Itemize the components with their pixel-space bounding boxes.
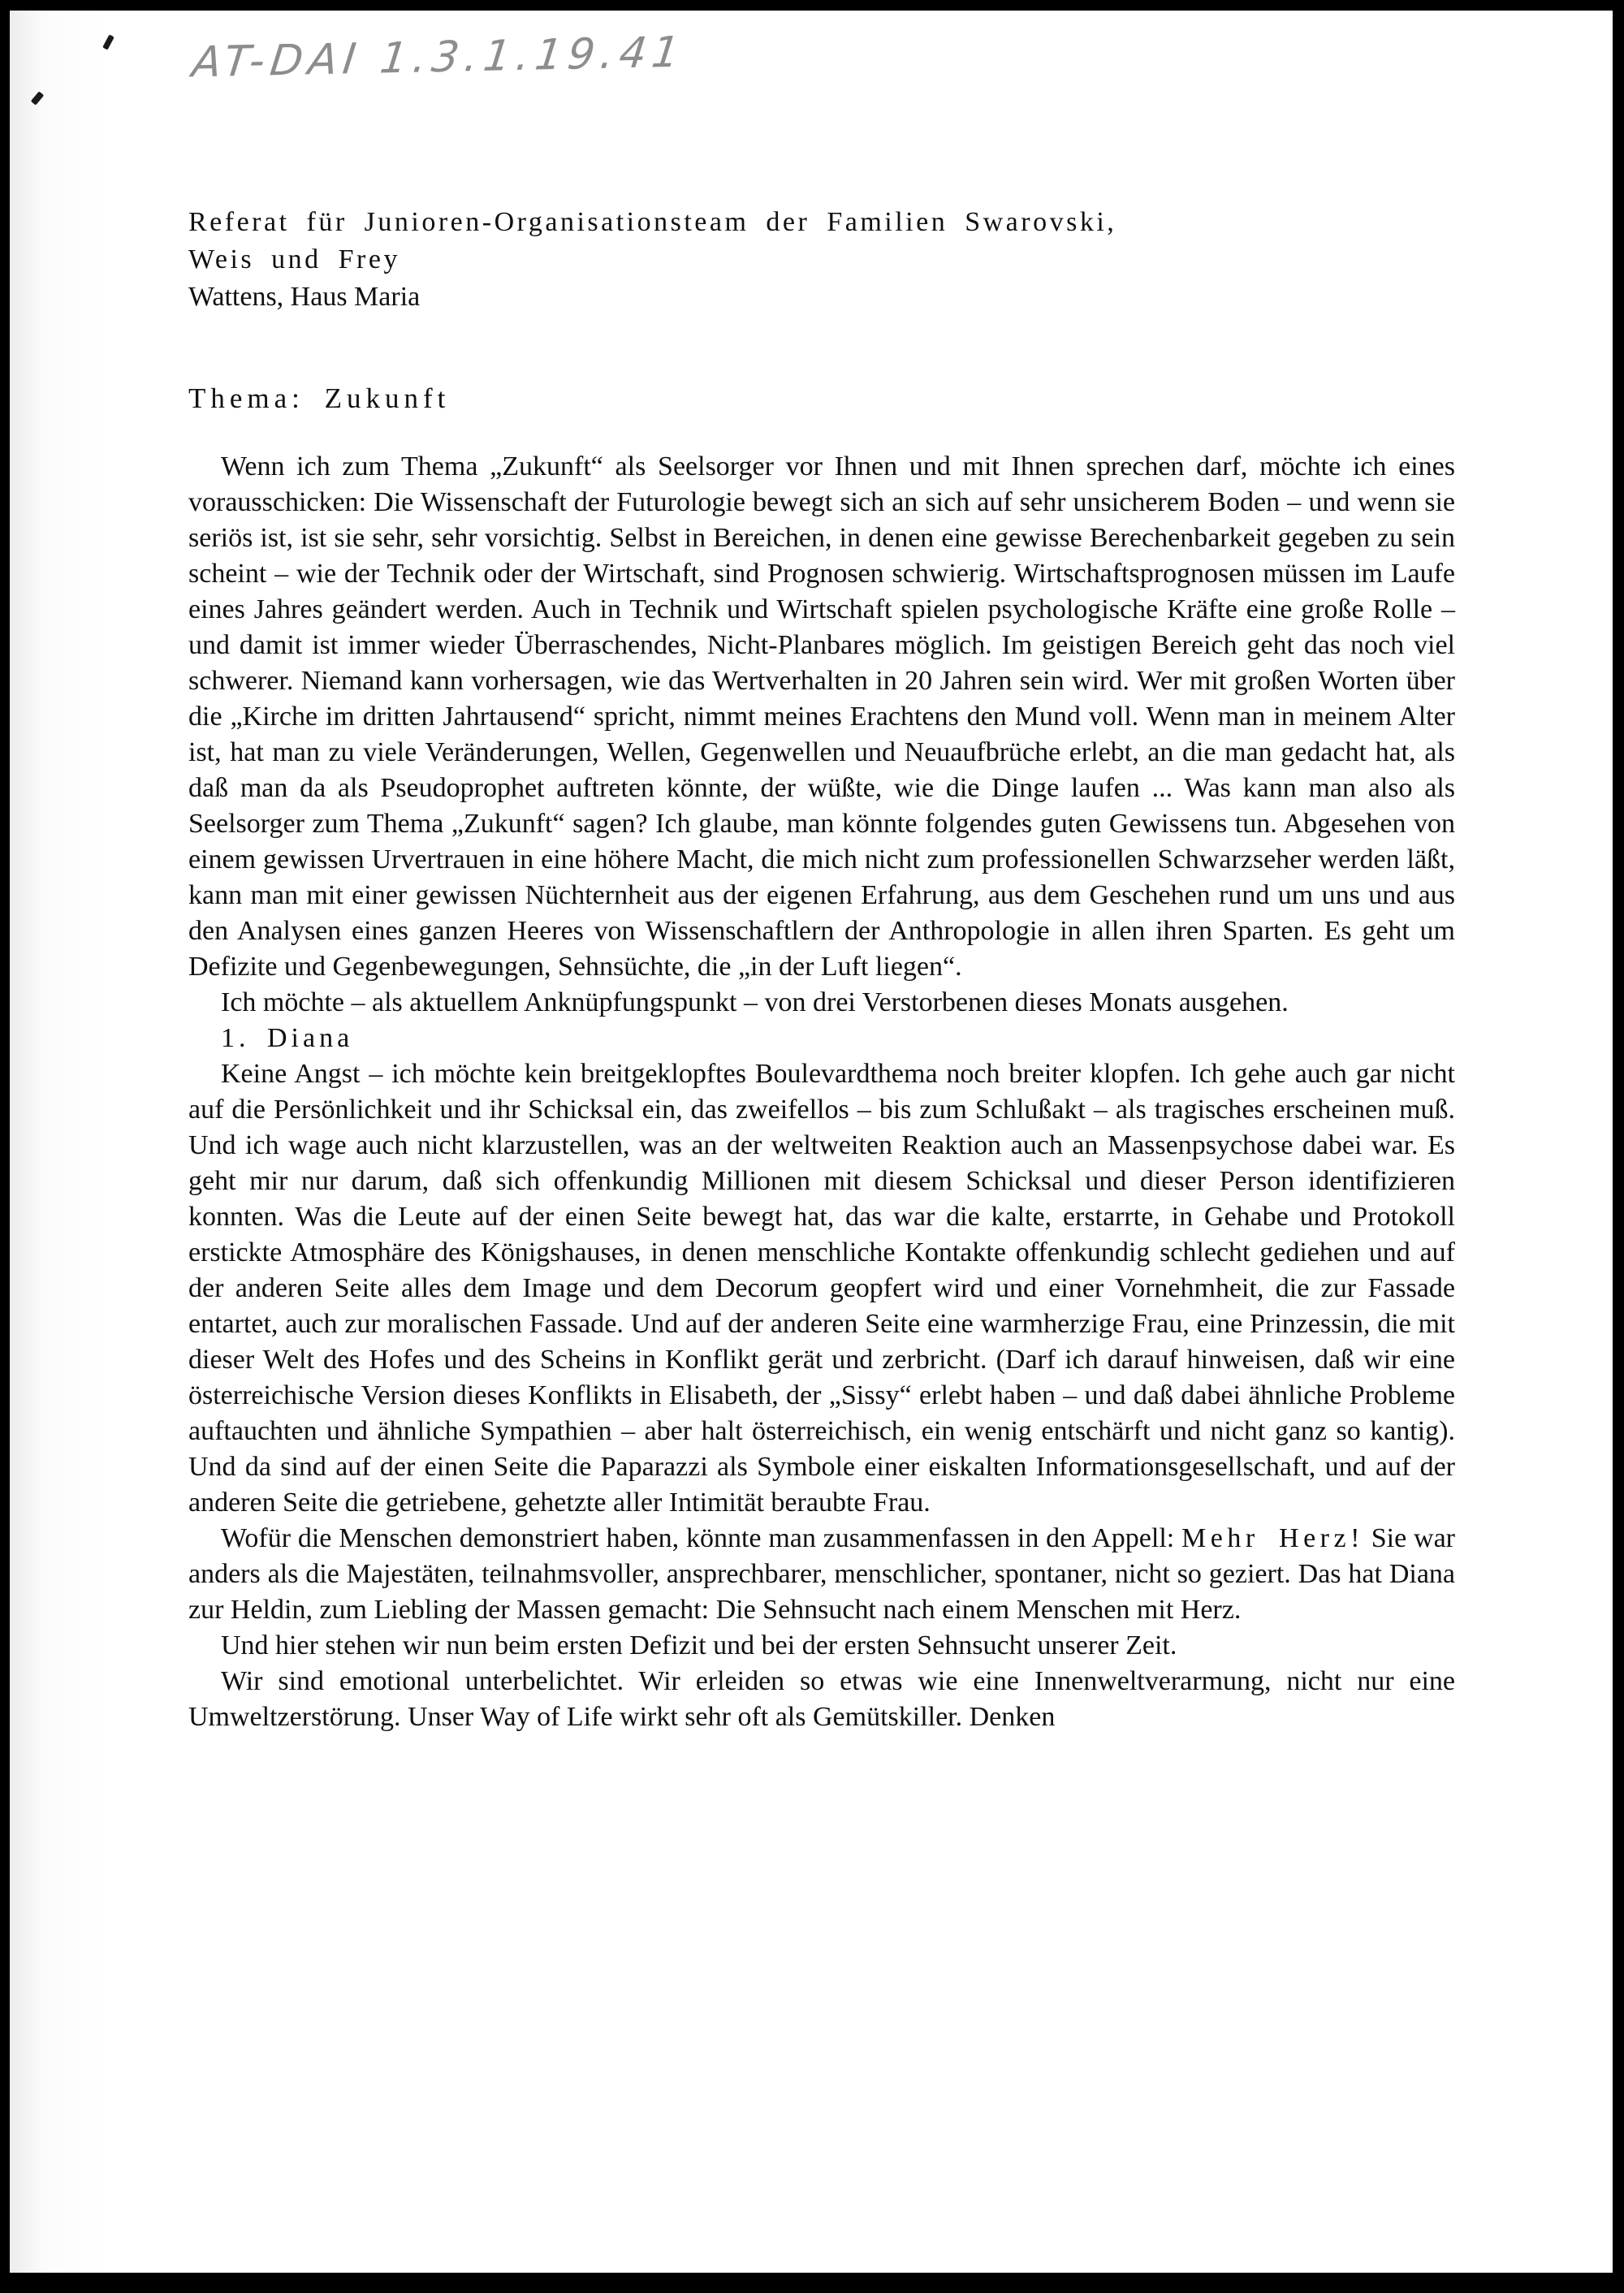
paragraph-appell-intro: Wofür die Menschen demonstriert haben, könnte man zusammenfassen in den Appell:: [221, 1523, 1182, 1553]
header-line-organisation: Referat für Junioren-Organisationsteam der Familien Swarovski,: [188, 207, 1117, 237]
paragraph-intro-futurologie: Wenn ich zum Thema „Zukunft“ als Seelsorger vor Ihnen und mit Ihnen sprechen darf, möchte ich eines vorausschicken: Die Wissenschaft der Futurologie bewegt sich an sich auf sehr unsicherem Boden – und wenn sie seriös ist, ist sie sehr, sehr vorsichtig. Selbst in Bereichen, in denen eine gewisse Berechenbarkeit gegeben zu sein scheint – wie der Technik oder der Wirtschaft, sind Prognosen schwierig. Wirtschaftsprognosen müssen im Laufe eines Jahres geändert werden. Auch in Technik und Wirtschaft spielen psychologische Kräfte eine große Rolle – und damit ist immer wieder Überraschendes, Nicht-Planbares möglich. Im geistigen Bereich geht das noch viel schwerer. Niemand kann vorhersagen, wie das Wertverhalten in 20 Jahren sein wird. Wer mit großen Worten über die „Kirche im dritten Jahrtausend“ spricht, nimmt meines Erachtens den Mund voll. Wenn man in meinem Alter ist, hat man zu viele Veränderungen, Wellen, Gegenwellen und Neuaufbrüche erlebt, an die man gedacht hat, als daß man da als Pseudoprophet auftreten könnte, der wüßte, wie die Dinge laufen ... Was kann man also als Seelsorger zum Thema „Zukunft“ sagen? Ich glaube, man könnte folgendes guten Gewissens tun. Abgesehen von einem gewissen Urvertrauen in eine höhere Macht, die mich nicht zum professionellen Schwarzseher werden läßt, kann man mit einer gewissen Nüchternheit aus der eigenen Erfahrung, aus dem Geschehen rund um uns und aus den Analysen eines ganzen Heeres von Wissenschaftlern der Anthropologie in allen ihren Sparten. Es geht um Defizite und Gegenbewegungen, Sehnsüchte, die „in der Luft liegen“.: [188, 451, 1455, 982]
pen-tick-mark: [102, 34, 114, 50]
paragraph-emotional-unterbelichtet: Wir sind emotional unterbelichtet. Wir erleiden so etwas wie eine Innenweltverarmung, nicht nur eine Umweltzerstörung. Unser Way of Life wirkt sehr oft als Gemütskiller. Denken: [188, 1666, 1455, 1732]
header-line-families: Weis und Frey: [188, 244, 400, 274]
paper: [10, 11, 1613, 2273]
document-subject: Thema: Zukunft: [188, 382, 451, 414]
document-header: [188, 204, 1116, 316]
paragraph-appell: [188, 1521, 1455, 1628]
paragraph-appell-rest: Sie war anders als die Majestäten, teilnahmsvoller, ansprechbarer, menschlicher, spontaner, nicht so geziert. Das hat Diana zur Heldin, zum Liebling der Massen gemacht: Die Sehnsucht nach einem Menschen mit Herz.: [188, 1523, 1455, 1625]
emphasis-mehr-herz: Mehr Herz!: [1181, 1523, 1364, 1553]
handwritten-archival-code: AT-DAI 1.3.1.19.41: [189, 28, 688, 88]
paragraph-transition-verstorbene: Ich möchte – als aktuellem Anknüpfungspunkt – von drei Verstorbenen dieses Monats ausgehen.: [221, 987, 1289, 1017]
paragraph-erstes-defizit: Und hier stehen wir nun beim ersten Defizit und bei der ersten Sehnsucht unserer Zeit.: [221, 1630, 1177, 1660]
pen-tick-mark: [31, 91, 44, 105]
header-line-location: Wattens, Haus Maria: [188, 282, 421, 312]
section-heading-diana: 1. Diana: [221, 1023, 354, 1053]
paragraph-diana-schicksal: Keine Angst – ich möchte kein breitgeklopftes Boulevardthema noch breiter klopfen. Ich gehe auch gar nicht auf die Persönlichkeit und ihr Schicksal ein, das zweifellos – bis zum Schlußakt – als tragisches erscheinen muß. Und ich wage auch nicht klarzustellen, was an der weltweiten Reaktion auch an Massenpsychose dabei war. Es geht mir nur darum, daß sich offenkundig Millionen mit diesem Schicksal und dieser Person identifizieren konnten. Was die Leute auf der einen Seite bewegt hat, das war die kalte, erstarrte, in Gehabe und Protokoll erstickte Atmosphäre des Königshauses, in denen menschliche Kontakte offenkundig schlecht gediehen und auf der anderen Seite alles dem Image und dem Decorum geopfert wird und einer Vornehmheit, die zur Fassade entartet, auch zur moralischen Fassade. Und auf der anderen Seite eine warmherzige Frau, eine Prinzessin, die mit dieser Welt des Hofes und des Scheins in Konflikt gerät und zerbricht. (Darf ich darauf hinweisen, daß wir eine österreichische Version dieses Konflikts in Elisabeth, der „Sissy“ erlebt haben – und daß dabei ähnliche Probleme auftauchten und ähnliche Sympathien – aber halt österreichisch, ein wenig entschärft und nicht ganz so kantig). Und da sind auf der einen Seite die Paparazzi als Symbole einer eiskalten Informationsgesellschaft, und auf der anderen Seite die getriebene, gehetzte aller Intimität beraubte Frau.: [188, 1059, 1455, 1518]
body-text: [188, 449, 1455, 1735]
